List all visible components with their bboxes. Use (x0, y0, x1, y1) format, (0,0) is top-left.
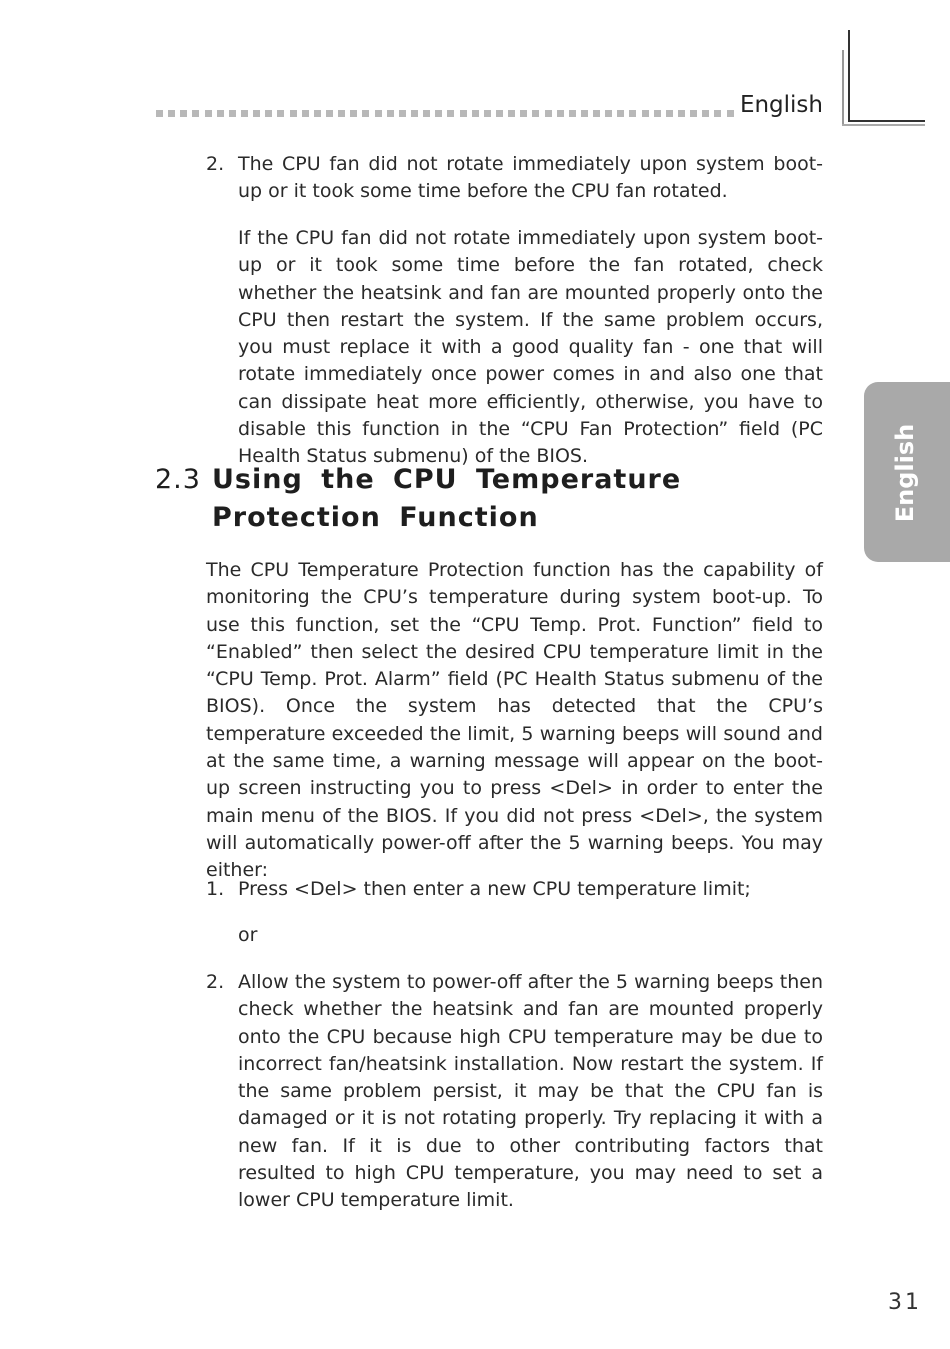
corner-bracket-horizontal (848, 120, 925, 122)
page-number: 31 (888, 1290, 922, 1315)
list-item-explanation: If the CPU fan did not rotate immediately upon system boot-up or it took some time before the fan rotated, check whether the heatsink and fan are mounted properly onto the CPU then restart the system. If the same problem occurs, you must replace it with a good quality fan - one that will rotate immediately once power comes in and also one that can dissipate heat more efficiently, otherwise, you have to disable this function in the “CPU Fan Protection” field (PC Health Status submenu) of the BIOS. (238, 227, 823, 468)
corner-bracket-shadow-horizontal (842, 124, 925, 126)
language-side-tab-label: English (891, 423, 919, 523)
header-language-label: English (739, 92, 823, 118)
option-text: Allow the system to power-off after the 5 warning beeps then check whether the heatsink and fan are mounted properly onto the CPU because high CPU temperature may be due to incorrect fan/heatsink installation. Now restart the system. If the same problem persist, it may be that the CPU fan is damaged or it is not rotating properly. Try replacing it with a new fan. If it is due to other contributing factors that resulted to high CPU temperature, you may need to set a lower CPU temperature limit. (238, 971, 823, 1212)
option-text: Press <Del> then enter a new CPU temperature limit; (238, 878, 751, 900)
section-title: Using the CPU Temperature Protection Function (212, 464, 682, 533)
list-item-text: The CPU fan did not rotate immediately upon system boot-up or it took some time before the CPU fan rotated. (238, 153, 823, 203)
section-intro-paragraph: The CPU Temperature Protection function has the capability of monitoring the CPU’s temperature during system boot-up. To use this function, set the “CPU Temp. Prot. Function” field to “Enabled” then select the desired CPU temperature limit in the “CPU Temp. Prot. Alarm” field (PC Health Status submenu of the BIOS). Once the system has detected that the CPU’s temperature exceeded the limit, 5 warning beeps will sound and at the same time, a warning message will appear on the boot-up screen instructing you to press <Del> in order to enter the main menu of the BIOS. If you did not press <Del>, the system will automatically power-off after the 5 warning beeps. You may either: (206, 559, 823, 882)
corner-bracket-shadow (842, 50, 844, 126)
option-number: 1. (206, 878, 225, 900)
section-number: 2.3 (155, 464, 201, 495)
list-item-number: 2. (206, 153, 225, 175)
corner-bracket-vertical (848, 30, 850, 122)
header-dotted-rule (156, 110, 734, 118)
option-number: 2. (206, 971, 225, 993)
option-separator: or (238, 924, 258, 946)
